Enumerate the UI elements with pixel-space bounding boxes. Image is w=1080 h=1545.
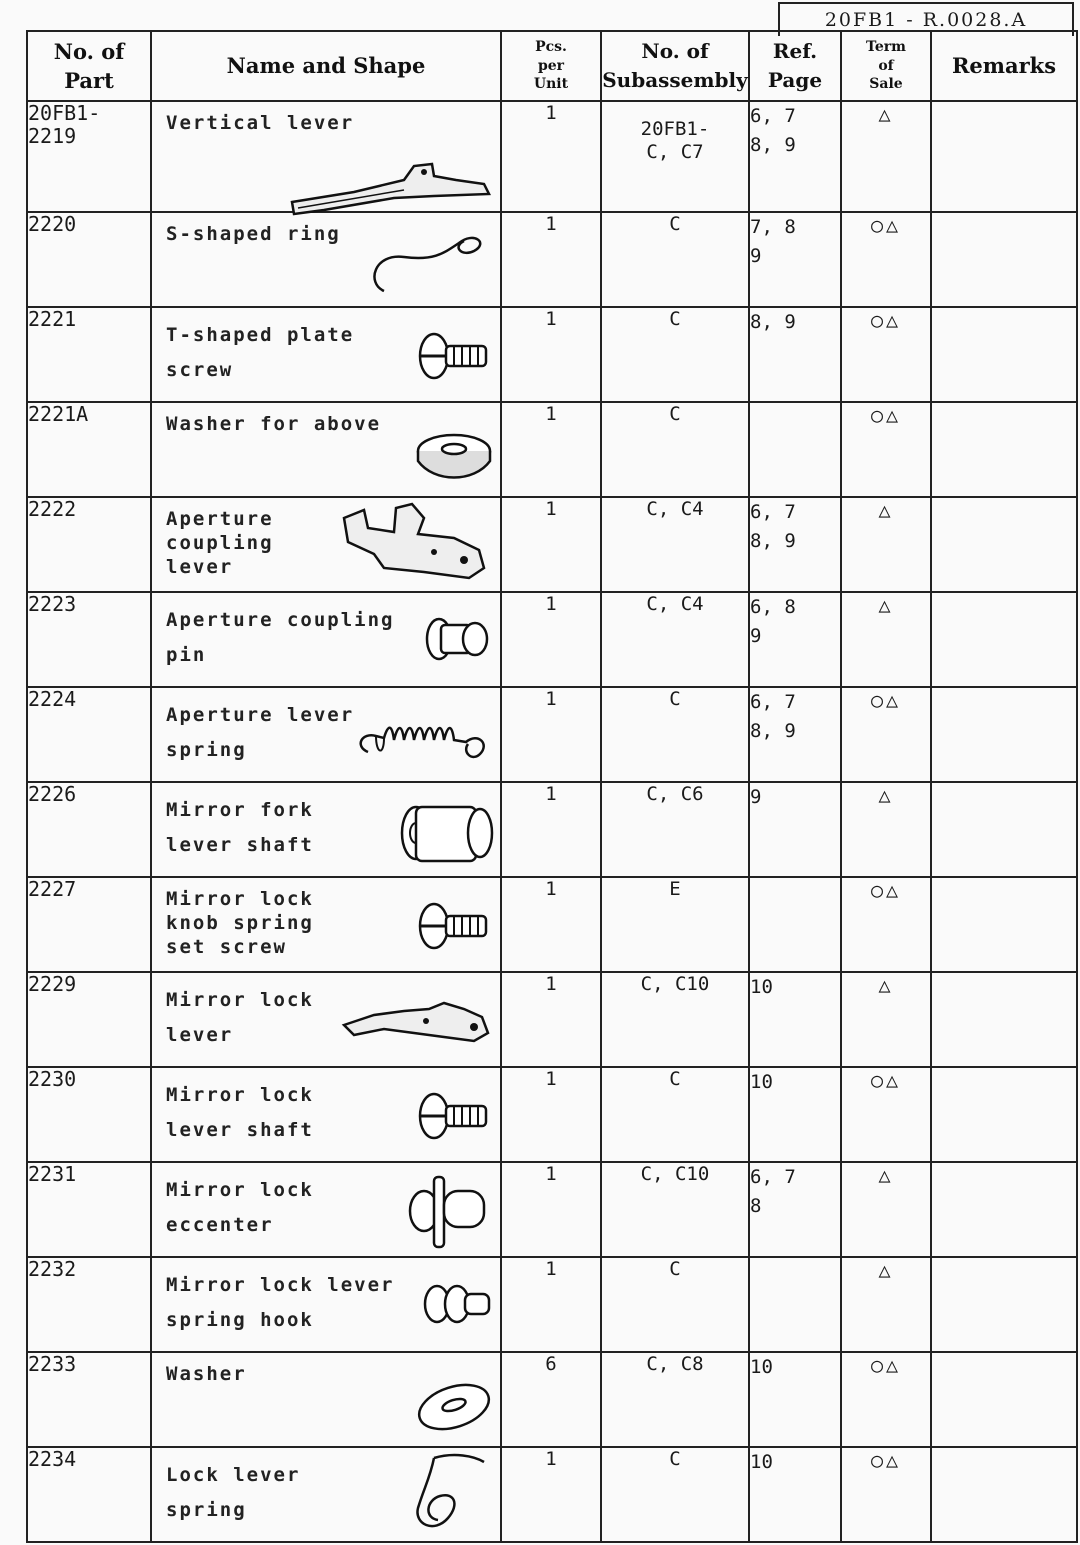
- part-name: Washer: [166, 1363, 247, 1385]
- part-number: 2233: [27, 1352, 151, 1447]
- pcs-per-unit: 1: [501, 307, 601, 402]
- table-row: [27, 1162, 1077, 1257]
- table-row: [27, 1067, 1077, 1162]
- part-number: 2231: [27, 1162, 151, 1257]
- table-row: [27, 497, 1077, 592]
- ref-page: [749, 877, 841, 972]
- header-name-shape: Name and Shape: [151, 31, 501, 101]
- header-pcs-per-unit: Pcs. per Unit: [501, 31, 601, 101]
- part-name-cell: [151, 877, 501, 972]
- part-number: 2227: [27, 877, 151, 972]
- pcs-per-unit: 1: [501, 101, 601, 212]
- subassembly: C, C10: [601, 972, 749, 1067]
- part-name: Aperture coupling pin: [166, 609, 395, 667]
- term-of-sale: △: [841, 782, 931, 877]
- remarks-cell: [931, 972, 1077, 1067]
- subassembly: C: [601, 402, 749, 497]
- ref-page: 6, 7 8: [749, 1162, 841, 1257]
- pcs-per-unit: 1: [501, 1067, 601, 1162]
- eccenter-icon: [404, 1167, 494, 1257]
- part-number: 2234: [27, 1447, 151, 1542]
- header-part-no: No. of Part: [27, 31, 151, 101]
- ref-page: 10: [749, 1067, 841, 1162]
- term-of-sale: ○△: [841, 877, 931, 972]
- ref-page: 6, 7 8, 9: [749, 101, 841, 212]
- part-name-cell: [151, 101, 501, 212]
- pcs-per-unit: 1: [501, 212, 601, 307]
- part-name-cell: [151, 592, 501, 687]
- header-ref-page: Ref. Page: [749, 31, 841, 101]
- lock-lever-icon: [334, 989, 494, 1049]
- table-row: [27, 212, 1077, 307]
- pcs-per-unit: 1: [501, 1257, 601, 1352]
- remarks-cell: [931, 402, 1077, 497]
- header-remarks: Remarks: [931, 31, 1077, 101]
- remarks-cell: [931, 782, 1077, 877]
- screw-icon: [414, 316, 494, 396]
- part-name-cell: [151, 1352, 501, 1447]
- subassembly: C, C10: [601, 1162, 749, 1257]
- term-of-sale: ○△: [841, 307, 931, 402]
- part-number: 2224: [27, 687, 151, 782]
- part-number: 2221: [27, 307, 151, 402]
- ref-page: 6, 8 9: [749, 592, 841, 687]
- part-name: Lock lever spring: [166, 1464, 301, 1522]
- pin-icon: [419, 599, 494, 679]
- washer-thick-icon: [414, 413, 494, 483]
- screw-icon: [414, 886, 494, 966]
- s-ring-icon: [364, 213, 494, 303]
- vertical-lever-icon: [284, 142, 494, 222]
- remarks-cell: [931, 1352, 1077, 1447]
- part-name: Mirror lock lever: [166, 989, 314, 1047]
- part-name: Mirror lock knob spring set screw: [166, 888, 314, 958]
- part-name-cell: [151, 1162, 501, 1257]
- remarks-cell: [931, 1067, 1077, 1162]
- pcs-per-unit: 1: [501, 402, 601, 497]
- term-of-sale: △: [841, 972, 931, 1067]
- ref-page: 10: [749, 1447, 841, 1542]
- term-of-sale: △: [841, 101, 931, 212]
- subassembly: C, C4: [601, 592, 749, 687]
- part-number: 2229: [27, 972, 151, 1067]
- table-row: [27, 592, 1077, 687]
- term-of-sale: ○△: [841, 687, 931, 782]
- remarks-cell: [931, 1257, 1077, 1352]
- part-name-cell: [151, 782, 501, 877]
- shaft-icon: [394, 783, 494, 873]
- table-row: [27, 101, 1077, 212]
- coupling-lever-icon: [334, 498, 494, 588]
- table-row: [27, 402, 1077, 497]
- subassembly: C, C8: [601, 1352, 749, 1447]
- remarks-cell: [931, 307, 1077, 402]
- table-row: [27, 687, 1077, 782]
- term-of-sale: ○△: [841, 1352, 931, 1447]
- subassembly: C: [601, 1447, 749, 1542]
- lock-spring-icon: [404, 1448, 494, 1538]
- remarks-cell: [931, 497, 1077, 592]
- part-name: Mirror lock eccenter: [166, 1179, 314, 1237]
- part-name-cell: [151, 497, 501, 592]
- pcs-per-unit: 6: [501, 1352, 601, 1447]
- header-subassembly: No. of Subassembly: [601, 31, 749, 101]
- term-of-sale: ○△: [841, 212, 931, 307]
- pcs-per-unit: 1: [501, 497, 601, 592]
- part-name-cell: [151, 972, 501, 1067]
- screw-icon: [414, 1076, 494, 1156]
- part-number: 2226: [27, 782, 151, 877]
- table-row: [27, 782, 1077, 877]
- part-name: S-shaped ring: [166, 223, 341, 245]
- part-name: Mirror lock lever shaft: [166, 1084, 314, 1142]
- subassembly: C: [601, 687, 749, 782]
- part-name: Mirror lock lever spring hook: [166, 1274, 395, 1332]
- remarks-cell: [931, 1162, 1077, 1257]
- subassembly: 20FB1- C, C7: [601, 101, 749, 212]
- table-row: [27, 1352, 1077, 1447]
- remarks-cell: [931, 1447, 1077, 1542]
- remarks-cell: [931, 687, 1077, 782]
- ref-page: [749, 1257, 841, 1352]
- subassembly: E: [601, 877, 749, 972]
- pcs-per-unit: 1: [501, 687, 601, 782]
- remarks-cell: [931, 877, 1077, 972]
- pcs-per-unit: 1: [501, 1162, 601, 1257]
- document-id: 20FB1 - R.0028.A: [778, 2, 1074, 36]
- term-of-sale: ○△: [841, 1447, 931, 1542]
- part-name-cell: [151, 1257, 501, 1352]
- part-number: 2220: [27, 212, 151, 307]
- subassembly: C, C4: [601, 497, 749, 592]
- term-of-sale: △: [841, 592, 931, 687]
- ref-page: 7, 8 9: [749, 212, 841, 307]
- hook-icon: [419, 1264, 494, 1344]
- part-name-cell: [151, 212, 501, 307]
- term-of-sale: ○△: [841, 1067, 931, 1162]
- subassembly: C, C6: [601, 782, 749, 877]
- part-name-cell: [151, 1447, 501, 1542]
- pcs-per-unit: 1: [501, 592, 601, 687]
- term-of-sale: △: [841, 1257, 931, 1352]
- table-row: [27, 972, 1077, 1067]
- part-number: 2221A: [27, 402, 151, 497]
- term-of-sale: △: [841, 1162, 931, 1257]
- parts-table: [26, 30, 1078, 1543]
- part-number: 20FB1- 2219: [27, 101, 151, 212]
- term-of-sale: ○△: [841, 402, 931, 497]
- ref-page: 6, 7 8, 9: [749, 687, 841, 782]
- subassembly: C: [601, 212, 749, 307]
- ref-page: [749, 402, 841, 497]
- part-number: 2230: [27, 1067, 151, 1162]
- subassembly: C: [601, 307, 749, 402]
- washer-flat-icon: [414, 1363, 494, 1443]
- part-name-cell: [151, 687, 501, 782]
- part-name-cell: [151, 307, 501, 402]
- part-name-cell: [151, 1067, 501, 1162]
- ref-page: 8, 9: [749, 307, 841, 402]
- part-number: 2232: [27, 1257, 151, 1352]
- part-name: T-shaped plate screw: [166, 324, 355, 382]
- ref-page: 10: [749, 972, 841, 1067]
- table-row: [27, 1257, 1077, 1352]
- spring-icon: [354, 710, 494, 770]
- ref-page: 9: [749, 782, 841, 877]
- remarks-cell: [931, 101, 1077, 212]
- part-number: 2222: [27, 497, 151, 592]
- subassembly: C: [601, 1257, 749, 1352]
- table-row: [27, 307, 1077, 402]
- part-name-cell: [151, 402, 501, 497]
- ref-page: 6, 7 8, 9: [749, 497, 841, 592]
- part-name: Washer for above: [166, 413, 382, 435]
- part-name: Mirror fork lever shaft: [166, 799, 314, 857]
- table-row: [27, 877, 1077, 972]
- part-number: 2223: [27, 592, 151, 687]
- ref-page: 10: [749, 1352, 841, 1447]
- pcs-per-unit: 1: [501, 782, 601, 877]
- term-of-sale: △: [841, 497, 931, 592]
- remarks-cell: [931, 212, 1077, 307]
- pcs-per-unit: 1: [501, 1447, 601, 1542]
- remarks-cell: [931, 592, 1077, 687]
- pcs-per-unit: 1: [501, 877, 601, 972]
- part-name: Vertical lever: [166, 112, 355, 134]
- header-term-of-sale: Term of Sale: [841, 31, 931, 101]
- pcs-per-unit: 1: [501, 972, 601, 1067]
- table-row: [27, 1447, 1077, 1542]
- part-name: Aperture coupling lever: [166, 508, 274, 578]
- subassembly: C: [601, 1067, 749, 1162]
- part-name: Aperture lever spring: [166, 704, 355, 762]
